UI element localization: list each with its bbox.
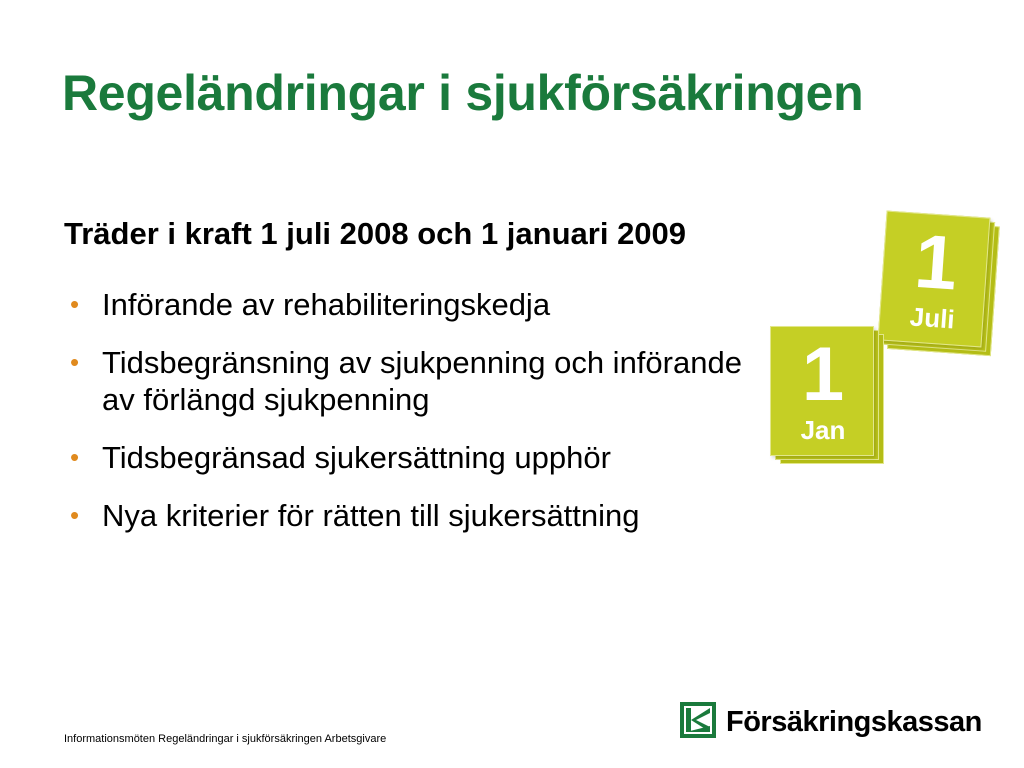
calendar-day: 1 (912, 218, 961, 307)
bullet-item (64, 286, 784, 323)
calendar-month: Juli (908, 301, 956, 335)
forsakringskassan-logo-mark-icon (680, 702, 716, 738)
calendar-day: 1 (801, 332, 845, 417)
bullet-text: Tidsbegränsning av sjukpenning och införande av förlängd sjukpenning (102, 345, 742, 417)
bullet-text: Tidsbegränsad sjukersättning upphör (102, 440, 611, 475)
calendar-sheet (878, 211, 991, 348)
footer-text: Informationsmöten Regeländringar i sjukförsäkringen Arbetsgivare (64, 733, 387, 745)
slide-subtitle: Träder i kraft 1 juli 2008 och 1 januari 2009 (64, 216, 687, 251)
bullet-item (64, 439, 784, 476)
bullet-dot: • (70, 289, 80, 319)
bullet-dot: • (70, 442, 80, 472)
calendar-juli-icon (878, 211, 991, 348)
bullet-item (64, 344, 752, 418)
calendar-sheet (770, 326, 874, 456)
calendar-jan-icon (770, 326, 874, 456)
bullet-text: Införande av rehabiliteringskedja (102, 287, 551, 322)
slide-title: Regeländringar i sjukförsäkringen (62, 65, 864, 121)
logo-wordmark: Försäkringskassan (726, 706, 982, 738)
bullet-dot: • (70, 500, 80, 530)
calendar-month: Jan (800, 415, 846, 445)
bullet-text: Nya kriterier för rätten till sjukersättning (102, 498, 640, 533)
bullet-list (64, 286, 784, 555)
bullet-item (64, 497, 784, 534)
bullet-dot: • (70, 347, 80, 377)
logo (680, 702, 990, 742)
